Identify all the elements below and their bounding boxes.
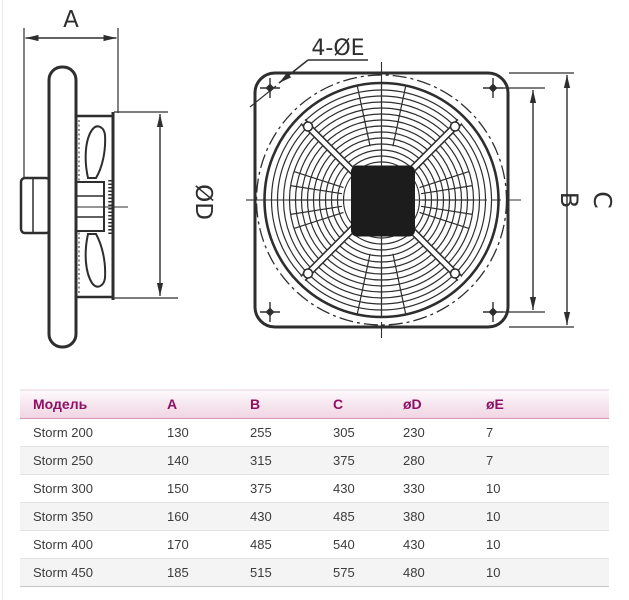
cell-d: 330	[390, 475, 473, 503]
cell-a: 150	[154, 475, 237, 503]
cell-b: 255	[237, 419, 320, 447]
header-e: øE	[473, 390, 609, 419]
motor-side	[21, 178, 50, 233]
cell-d: 230	[390, 419, 473, 447]
dim-label-e: 4-ØE	[311, 36, 365, 61]
header-model: Модель	[20, 390, 154, 419]
cell-c: 375	[320, 447, 390, 475]
table-row	[20, 559, 609, 587]
cell-a: 130	[154, 419, 237, 447]
cell-c: 485	[320, 503, 390, 531]
cell-model: Storm 350	[20, 503, 154, 531]
dim-label-d: ØD	[190, 184, 216, 220]
cell-e: 10	[473, 475, 609, 503]
cell-model: Storm 450	[20, 559, 154, 587]
cell-d: 380	[390, 503, 473, 531]
dim-label-b: B	[555, 191, 583, 209]
cell-model: Storm 400	[20, 531, 154, 559]
cell-e: 10	[473, 559, 609, 587]
cell-a: 160	[154, 503, 237, 531]
cell-b: 430	[237, 503, 320, 531]
cell-e: 10	[473, 531, 609, 559]
cell-d: 480	[390, 559, 473, 587]
cell-e: 7	[473, 447, 609, 475]
blade-top	[86, 126, 105, 178]
dimension-d	[114, 112, 178, 298]
table-row	[20, 531, 609, 559]
cell-b: 485	[237, 531, 320, 559]
cell-e: 10	[473, 503, 609, 531]
header-c: C	[320, 390, 390, 419]
cell-c: 575	[320, 559, 390, 587]
blade-bottom	[86, 234, 105, 287]
header-d: øD	[390, 390, 473, 419]
cell-d: 430	[390, 531, 473, 559]
cell-a: 170	[154, 531, 237, 559]
mounting-plate-side	[49, 67, 76, 347]
cell-model: Storm 300	[20, 475, 154, 503]
cell-model: Storm 250	[20, 447, 154, 475]
header-b: B	[237, 390, 320, 419]
table-header	[20, 390, 609, 419]
header-a: A	[154, 390, 237, 419]
cell-c: 430	[320, 475, 390, 503]
cell-b: 315	[237, 447, 320, 475]
cell-c: 540	[320, 531, 390, 559]
cell-c: 305	[320, 419, 390, 447]
cell-a: 140	[154, 447, 237, 475]
cell-b: 515	[237, 559, 320, 587]
dim-label-c: C	[588, 191, 617, 209]
table-row	[20, 503, 609, 531]
side-view	[21, 7, 216, 347]
table-row	[20, 419, 609, 447]
table-row	[20, 447, 609, 475]
dim-label-a: A	[63, 7, 79, 33]
table-row	[20, 475, 609, 503]
cell-model: Storm 200	[20, 419, 154, 447]
dimensions-table	[20, 389, 609, 587]
cell-e: 7	[473, 419, 609, 447]
front-view	[246, 36, 617, 338]
cell-d: 280	[390, 447, 473, 475]
hub-cover	[351, 166, 415, 237]
cell-a: 185	[154, 559, 237, 587]
cell-b: 375	[237, 475, 320, 503]
